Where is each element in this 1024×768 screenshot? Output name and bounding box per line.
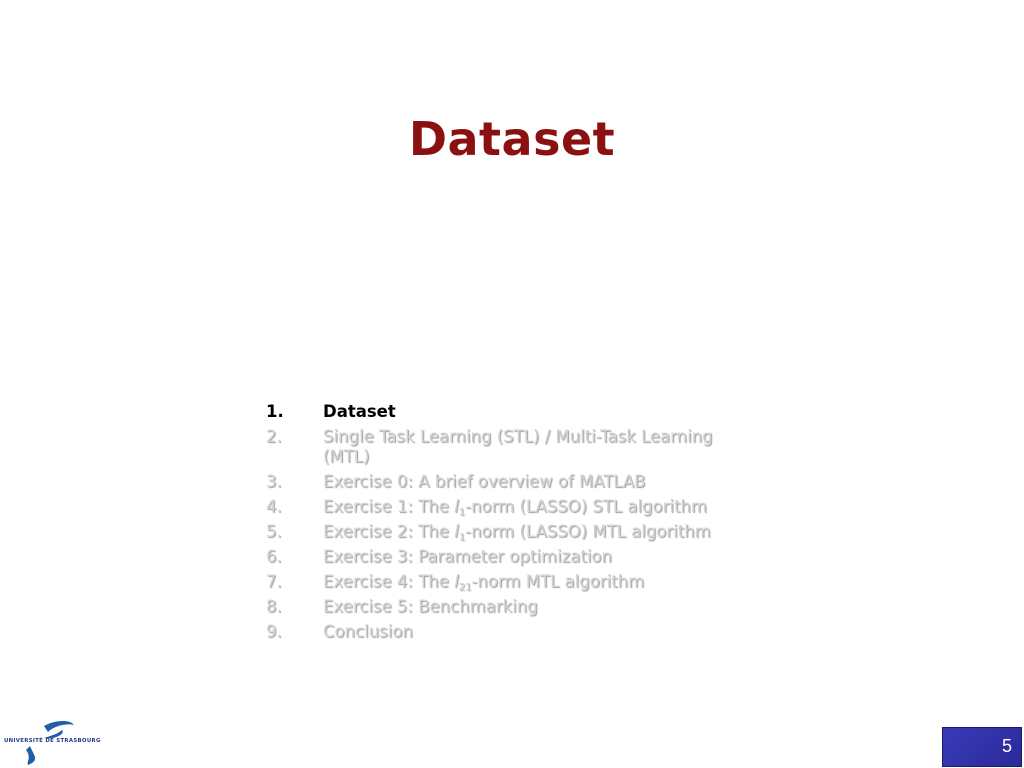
agenda-item-number: 4. — [266, 497, 282, 516]
agenda-item-text-post: -norm (LASSO) MTL algorithm — [465, 522, 711, 541]
agenda-item-number: 8. — [266, 597, 282, 616]
agenda-item-number: 2. — [266, 427, 282, 446]
agenda-item-text: Exercise 0: A brief overview of MATLAB — [323, 472, 646, 491]
agenda-item-2 — [266, 427, 786, 467]
agenda-item-number: 6. — [266, 547, 282, 566]
agenda-item-text-post: -norm MTL algorithm — [471, 572, 645, 591]
agenda-item-text — [323, 572, 723, 592]
agenda-item-number: 3. — [266, 472, 282, 491]
agenda-item-1 — [266, 402, 786, 422]
agenda-item-text: Dataset — [323, 402, 396, 421]
agenda-item-number: 7. — [266, 572, 282, 591]
agenda-item-6 — [266, 547, 786, 567]
agenda-item-text: Single Task Learning (STL) / Multi-Task Learning (MTL) — [323, 427, 713, 466]
agenda-item-7 — [266, 572, 786, 592]
norm-symbol: l — [454, 522, 459, 541]
agenda-item-text — [323, 497, 723, 517]
agenda-item-text: Exercise 3: Parameter optimization — [323, 547, 612, 566]
agenda-item-number: 5. — [266, 522, 282, 541]
norm-subscript: 1 — [458, 532, 466, 543]
agenda-item-3 — [266, 472, 786, 492]
agenda-item-text-pre: Exercise 4: The — [323, 572, 455, 591]
agenda-item-number: 9. — [266, 622, 282, 641]
slide-title: Dataset — [408, 112, 616, 166]
agenda-item-4 — [266, 497, 786, 517]
agenda-list — [266, 402, 786, 647]
norm-subscript: 1 — [458, 507, 466, 518]
norm-symbol: l — [454, 497, 459, 516]
agenda-item-text-pre: Exercise 2: The — [323, 522, 455, 541]
norm-symbol: l — [454, 572, 459, 591]
agenda-item-text: Exercise 5: Benchmarking — [323, 597, 538, 616]
agenda-item-8 — [266, 597, 786, 617]
agenda-item-5 — [266, 522, 786, 542]
agenda-item-number: 1. — [266, 402, 284, 421]
agenda-item-text-post: -norm (LASSO) STL algorithm — [465, 497, 707, 516]
agenda-item-text: Conclusion — [323, 622, 413, 641]
agenda-item-text-pre: Exercise 1: The — [323, 497, 455, 516]
logo-text: UNIVERSITÉ DE STRASBOURG — [4, 738, 101, 744]
norm-subscript: 21 — [458, 582, 472, 593]
agenda-item-text — [323, 522, 723, 542]
agenda-item-9 — [266, 622, 786, 642]
page-number: 5 — [1001, 736, 1012, 756]
page-number-box — [942, 727, 1022, 767]
